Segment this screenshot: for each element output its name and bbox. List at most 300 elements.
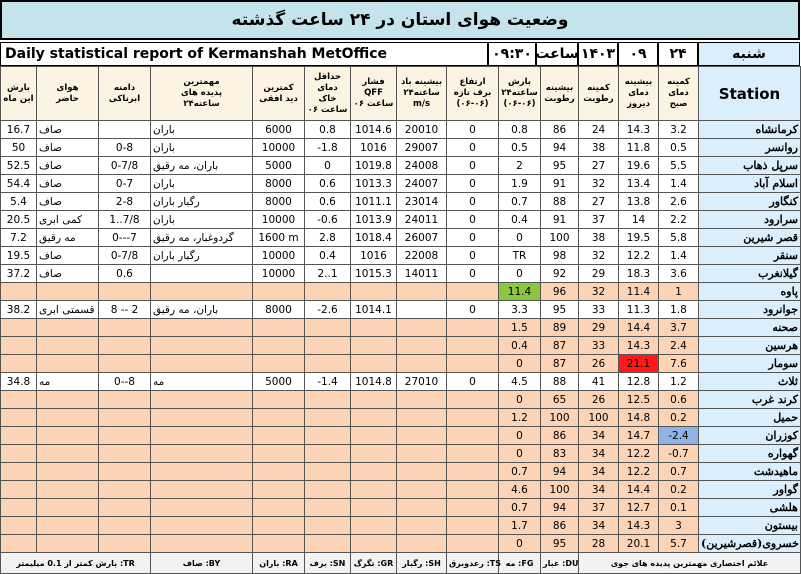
cell-max-temp: 13.4	[619, 175, 659, 193]
cell-max-temp: 13.8	[619, 193, 659, 211]
cell-new-snow: 0	[447, 265, 499, 283]
cell-rain-24h: 0	[499, 391, 541, 409]
cell-rain-month: 7.2	[1, 229, 37, 247]
legend-item: مه :FG	[499, 553, 541, 574]
cell-max-temp: 21.1	[619, 355, 659, 373]
legend-item: باران :RA	[253, 553, 305, 574]
cell-rain-month	[1, 481, 37, 499]
cell-new-snow: 0	[447, 193, 499, 211]
cell-cloud-range	[99, 283, 151, 301]
cell-present-weather	[37, 481, 99, 499]
cell-pressure-qff: 1011.1	[351, 193, 397, 211]
cell-min-humidity: 29	[579, 319, 619, 337]
table-row	[1, 499, 801, 517]
cell-min-soil-temp: 0.4	[305, 247, 351, 265]
cell-max-temp: 14.3	[619, 121, 659, 139]
cell-main-phenomena	[151, 337, 253, 355]
cell-min-visibility	[253, 319, 305, 337]
cell-rain-24h: 2	[499, 157, 541, 175]
cell-cloud-range: 0-7	[99, 175, 151, 193]
cell-max-wind: 24007	[397, 175, 447, 193]
report-day: ۲۴	[658, 42, 698, 66]
cell-max-wind	[397, 517, 447, 535]
station-name: حمیل	[699, 409, 801, 427]
cell-present-weather: صاف	[37, 121, 99, 139]
station-name: سرپل ذهاب	[699, 157, 801, 175]
cell-pressure-qff	[351, 283, 397, 301]
cell-min-soil-temp: -0.6	[305, 211, 351, 229]
table-row	[1, 247, 801, 265]
cell-rain-24h: 0.4	[499, 211, 541, 229]
cell-new-snow	[447, 319, 499, 337]
cell-cloud-range: 0.6	[99, 265, 151, 283]
station-name: هلشی	[699, 499, 801, 517]
cell-rain-24h: 1.7	[499, 517, 541, 535]
cell-cloud-range: 0-8	[99, 139, 151, 157]
cell-min-visibility: 1600 m	[253, 229, 305, 247]
cell-main-phenomena: باران، مه رقیق	[151, 301, 253, 319]
cell-min-visibility	[253, 535, 305, 553]
column-header-max-wind: بیشینه باد ۲۴ساعته m/s	[397, 67, 447, 121]
cell-rain-month: 54.4	[1, 175, 37, 193]
cell-pressure-qff	[351, 409, 397, 427]
cell-min-visibility	[253, 391, 305, 409]
cell-new-snow	[447, 391, 499, 409]
cell-present-weather: صاف	[37, 175, 99, 193]
cell-rain-24h: 0	[499, 535, 541, 553]
cell-new-snow	[447, 337, 499, 355]
cell-min-visibility	[253, 409, 305, 427]
cell-present-weather	[37, 355, 99, 373]
cell-min-soil-temp: 2..1	[305, 265, 351, 283]
cell-min-humidity: 37	[579, 211, 619, 229]
legend-item: غبار :DU	[541, 553, 579, 574]
cell-new-snow: 0	[447, 175, 499, 193]
cell-min-temp: 7.6	[659, 355, 699, 373]
cell-present-weather: صاف	[37, 247, 99, 265]
station-name: پاوه	[699, 283, 801, 301]
cell-cloud-range	[99, 481, 151, 499]
cell-min-visibility: 10000	[253, 247, 305, 265]
cell-rain-24h: 0	[499, 427, 541, 445]
cell-cloud-range	[99, 409, 151, 427]
cell-max-wind	[397, 499, 447, 517]
cell-rain-24h: 0	[499, 355, 541, 373]
column-header-cloud-range: دامنه ابرناکی	[99, 67, 151, 121]
cell-max-wind	[397, 283, 447, 301]
cell-max-wind: 14011	[397, 265, 447, 283]
cell-max-wind	[397, 409, 447, 427]
cell-max-humidity: 65	[541, 391, 579, 409]
cell-main-phenomena	[151, 265, 253, 283]
station-name: جوانرود	[699, 301, 801, 319]
cell-pressure-qff	[351, 391, 397, 409]
cell-min-humidity: 34	[579, 517, 619, 535]
cell-min-humidity: 27	[579, 157, 619, 175]
cell-min-soil-temp	[305, 355, 351, 373]
cell-min-soil-temp	[305, 517, 351, 535]
cell-min-humidity: 32	[579, 247, 619, 265]
cell-min-temp: 1.2	[659, 373, 699, 391]
cell-new-snow	[447, 355, 499, 373]
cell-max-temp: 14.3	[619, 337, 659, 355]
cell-new-snow	[447, 463, 499, 481]
cell-rain-24h: 0.4	[499, 337, 541, 355]
cell-rain-24h: 4.6	[499, 481, 541, 499]
column-header-main-phenomena: مهمترین پدیده های ۲۴ساعته	[151, 67, 253, 121]
cell-min-temp: 1	[659, 283, 699, 301]
cell-max-temp: 11.4	[619, 283, 659, 301]
cell-new-snow	[447, 283, 499, 301]
cell-pressure-qff: 1013.3	[351, 175, 397, 193]
cell-rain-month: 20.5	[1, 211, 37, 229]
cell-max-humidity: 88	[541, 193, 579, 211]
cell-min-soil-temp: -2.6	[305, 301, 351, 319]
cell-present-weather: مه رقیق	[37, 229, 99, 247]
cell-min-humidity: 100	[579, 409, 619, 427]
cell-present-weather	[37, 409, 99, 427]
cell-rain-month	[1, 499, 37, 517]
cell-min-soil-temp: 2.8	[305, 229, 351, 247]
station-name: ماهیدشت	[699, 463, 801, 481]
cell-min-soil-temp	[305, 481, 351, 499]
cell-max-wind	[397, 535, 447, 553]
cell-max-wind	[397, 337, 447, 355]
cell-min-humidity: 34	[579, 481, 619, 499]
cell-main-phenomena	[151, 445, 253, 463]
cell-min-humidity: 38	[579, 139, 619, 157]
column-header-min-soil-temp: حداقل دمای خاک ساعت ۰۶	[305, 67, 351, 121]
cell-main-phenomena: مه	[151, 373, 253, 391]
cell-max-wind	[397, 445, 447, 463]
cell-min-soil-temp	[305, 391, 351, 409]
cell-present-weather	[37, 517, 99, 535]
cell-min-temp: -2.4	[659, 427, 699, 445]
cell-present-weather	[37, 391, 99, 409]
station-name: گهواره	[699, 445, 801, 463]
cell-min-visibility: 6000	[253, 121, 305, 139]
cell-rain-24h: 0.7	[499, 463, 541, 481]
cell-max-temp: 14.7	[619, 427, 659, 445]
cell-rain-24h: 0.5	[499, 139, 541, 157]
cell-cloud-range	[99, 121, 151, 139]
cell-rain-month	[1, 445, 37, 463]
cell-max-temp: 12.7	[619, 499, 659, 517]
cell-max-humidity: 95	[541, 535, 579, 553]
cell-new-snow	[447, 445, 499, 463]
cell-min-humidity: 38	[579, 229, 619, 247]
legend-item: تگرگ :GR	[351, 553, 397, 574]
legend-item: صاف :BY	[151, 553, 253, 574]
cell-pressure-qff: 1013.9	[351, 211, 397, 229]
weather-table	[0, 66, 801, 574]
cell-max-temp: 19.6	[619, 157, 659, 175]
cell-min-soil-temp	[305, 535, 351, 553]
station-name: قصر شیرین	[699, 229, 801, 247]
cell-present-weather: صاف	[37, 157, 99, 175]
cell-rain-24h: 11.4	[499, 283, 541, 301]
table-row	[1, 355, 801, 373]
cell-min-visibility	[253, 481, 305, 499]
cell-present-weather	[37, 319, 99, 337]
cell-cloud-range	[99, 517, 151, 535]
cell-min-soil-temp	[305, 499, 351, 517]
column-header-min-humidity: کمینه رطوبت	[579, 67, 619, 121]
cell-rain-24h: 0.8	[499, 121, 541, 139]
cell-rain-month	[1, 283, 37, 301]
cell-max-wind	[397, 319, 447, 337]
cell-main-phenomena	[151, 535, 253, 553]
cell-max-temp: 11.3	[619, 301, 659, 319]
table-row	[1, 301, 801, 319]
cell-max-wind: 24011	[397, 211, 447, 229]
cell-max-temp: 12.5	[619, 391, 659, 409]
table-row	[1, 229, 801, 247]
cell-min-humidity: 34	[579, 427, 619, 445]
cell-main-phenomena	[151, 355, 253, 373]
cell-main-phenomena	[151, 319, 253, 337]
cell-min-humidity: 41	[579, 373, 619, 391]
column-header-rain-month: بارش این ماه	[1, 67, 37, 121]
cell-min-visibility	[253, 517, 305, 535]
cell-max-humidity: 94	[541, 499, 579, 517]
cell-max-temp: 20.1	[619, 535, 659, 553]
cell-present-weather	[37, 283, 99, 301]
cell-present-weather: صاف	[37, 193, 99, 211]
cell-max-humidity: 88	[541, 373, 579, 391]
cell-rain-24h: 0.7	[499, 499, 541, 517]
cell-max-temp: 12.8	[619, 373, 659, 391]
table-row	[1, 517, 801, 535]
cell-max-humidity: 83	[541, 445, 579, 463]
cell-max-temp: 12.2	[619, 445, 659, 463]
cell-pressure-qff	[351, 355, 397, 373]
cell-main-phenomena	[151, 409, 253, 427]
cell-cloud-range	[99, 445, 151, 463]
cell-pressure-qff: 1014.8	[351, 373, 397, 391]
cell-cloud-range: 2-8	[99, 193, 151, 211]
cell-main-phenomena: باران	[151, 121, 253, 139]
cell-max-humidity: 86	[541, 427, 579, 445]
table-row	[1, 535, 801, 553]
cell-present-weather: مه	[37, 373, 99, 391]
cell-pressure-qff	[351, 337, 397, 355]
cell-new-snow: 0	[447, 373, 499, 391]
cell-cloud-range	[99, 463, 151, 481]
column-header-row	[1, 67, 801, 121]
table-row	[1, 409, 801, 427]
cell-max-temp: 19.5	[619, 229, 659, 247]
cell-main-phenomena	[151, 481, 253, 499]
cell-min-humidity: 34	[579, 463, 619, 481]
cell-pressure-qff	[351, 463, 397, 481]
cell-max-humidity: 100	[541, 229, 579, 247]
cell-main-phenomena: رگبار باران	[151, 193, 253, 211]
cell-min-humidity: 27	[579, 193, 619, 211]
cell-main-phenomena: باران	[151, 175, 253, 193]
cell-max-humidity: 95	[541, 301, 579, 319]
cell-max-wind: 20010	[397, 121, 447, 139]
cell-min-humidity: 34	[579, 445, 619, 463]
cell-rain-month: 52.5	[1, 157, 37, 175]
cell-min-soil-temp: 0.6	[305, 193, 351, 211]
cell-present-weather: قسمتی ابری	[37, 301, 99, 319]
cell-max-humidity: 91	[541, 211, 579, 229]
table-row	[1, 283, 801, 301]
legend-item: بارش کمتر از 0.1 میلیمتر :TR	[1, 553, 151, 574]
cell-rain-month: 34.8	[1, 373, 37, 391]
cell-min-visibility	[253, 355, 305, 373]
cell-cloud-range	[99, 319, 151, 337]
cell-min-visibility	[253, 337, 305, 355]
cell-new-snow: 0	[447, 211, 499, 229]
cell-min-soil-temp: 0	[305, 157, 351, 175]
cell-max-humidity: 98	[541, 247, 579, 265]
cell-pressure-qff: 1016	[351, 139, 397, 157]
cell-min-temp: 5.5	[659, 157, 699, 175]
cell-new-snow	[447, 499, 499, 517]
cell-min-temp: 0.2	[659, 409, 699, 427]
cell-new-snow	[447, 409, 499, 427]
cell-cloud-range	[99, 499, 151, 517]
station-name: کرند غرب	[699, 391, 801, 409]
cell-max-humidity: 87	[541, 337, 579, 355]
legend-item: رگبار :SH	[397, 553, 447, 574]
cell-cloud-range	[99, 535, 151, 553]
cell-present-weather: صاف	[37, 265, 99, 283]
cell-cloud-range: 8 -- 2	[99, 301, 151, 319]
cell-max-wind: 22008	[397, 247, 447, 265]
cell-min-temp: 1.4	[659, 175, 699, 193]
cell-pressure-qff: 1018.4	[351, 229, 397, 247]
cell-rain-month	[1, 355, 37, 373]
station-name: کرمانشاه	[699, 121, 801, 139]
station-name: گواور	[699, 481, 801, 499]
cell-min-visibility	[253, 499, 305, 517]
table-row	[1, 481, 801, 499]
cell-main-phenomena	[151, 391, 253, 409]
cell-rain-month	[1, 427, 37, 445]
cell-rain-24h: TR	[499, 247, 541, 265]
cell-min-humidity: 37	[579, 499, 619, 517]
cell-cloud-range: 1..7/8	[99, 211, 151, 229]
station-name: سرارود	[699, 211, 801, 229]
cell-max-humidity: 100	[541, 481, 579, 499]
cell-cloud-range: 0-7/8	[99, 247, 151, 265]
cell-main-phenomena: باران	[151, 139, 253, 157]
cell-min-temp: 1.8	[659, 301, 699, 319]
station-name: بیستون	[699, 517, 801, 535]
cell-max-wind: 27010	[397, 373, 447, 391]
table-row	[1, 319, 801, 337]
report-label: Daily statistical report of Kermanshah MetOffice	[0, 42, 488, 66]
cell-pressure-qff	[351, 427, 397, 445]
cell-new-snow	[447, 481, 499, 499]
cell-cloud-range	[99, 391, 151, 409]
cell-rain-month	[1, 409, 37, 427]
legend-row	[1, 553, 801, 574]
cell-max-temp: 14.3	[619, 517, 659, 535]
station-name: صحنه	[699, 319, 801, 337]
cell-max-temp: 14.4	[619, 481, 659, 499]
cell-pressure-qff	[351, 517, 397, 535]
cell-min-soil-temp: -1.4	[305, 373, 351, 391]
cell-max-humidity: 95	[541, 157, 579, 175]
cell-rain-24h: 0.7	[499, 193, 541, 211]
report-year: ۱۴۰۳	[578, 42, 618, 66]
cell-main-phenomena	[151, 499, 253, 517]
cell-min-temp: 0.7	[659, 463, 699, 481]
legend-item: برف :SN	[305, 553, 351, 574]
cell-max-wind	[397, 355, 447, 373]
cell-rain-month: 38.2	[1, 301, 37, 319]
cell-min-humidity: 28	[579, 535, 619, 553]
cell-min-visibility: 10000	[253, 211, 305, 229]
cell-new-snow: 0	[447, 301, 499, 319]
cell-rain-month: 16.7	[1, 121, 37, 139]
cell-present-weather: کمی ابری	[37, 211, 99, 229]
column-header-station: Station	[699, 67, 801, 121]
cell-rain-month	[1, 517, 37, 535]
cell-present-weather	[37, 427, 99, 445]
cell-min-humidity: 33	[579, 301, 619, 319]
cell-min-temp: 3.2	[659, 121, 699, 139]
table-row	[1, 391, 801, 409]
cell-rain-month: 37.2	[1, 265, 37, 283]
cell-min-visibility: 8000	[253, 301, 305, 319]
cell-main-phenomena: گردوغبار، مه رقیق	[151, 229, 253, 247]
cell-new-snow: 0	[447, 247, 499, 265]
cell-present-weather	[37, 445, 99, 463]
cell-rain-month	[1, 463, 37, 481]
table-row	[1, 373, 801, 391]
table-row	[1, 337, 801, 355]
cell-max-humidity: 87	[541, 355, 579, 373]
cell-rain-24h: 0	[499, 229, 541, 247]
legend-item: رعدوبرق :TS	[447, 553, 499, 574]
time-label: ساعت	[536, 42, 578, 66]
column-header-max-temp: بیشینه دمای دیروز	[619, 67, 659, 121]
cell-pressure-qff	[351, 445, 397, 463]
cell-min-temp: 0.2	[659, 481, 699, 499]
legend-title: علائم اختصاری مهمترین پدیده های جوی	[579, 553, 801, 574]
cell-main-phenomena: باران	[151, 211, 253, 229]
cell-min-temp: 0.5	[659, 139, 699, 157]
table-row	[1, 211, 801, 229]
cell-min-soil-temp	[305, 409, 351, 427]
cell-new-snow	[447, 535, 499, 553]
cell-pressure-qff: 1014.6	[351, 121, 397, 139]
cell-min-humidity: 24	[579, 121, 619, 139]
cell-pressure-qff: 1015.3	[351, 265, 397, 283]
cell-min-temp: 5.7	[659, 535, 699, 553]
cell-min-temp: 2.2	[659, 211, 699, 229]
cell-min-visibility: 8000	[253, 193, 305, 211]
column-header-rain-24h: بارش ۲۴ساعته (۰۶-۰۶)	[499, 67, 541, 121]
cell-present-weather	[37, 463, 99, 481]
cell-max-temp: 14	[619, 211, 659, 229]
cell-min-temp: -0.7	[659, 445, 699, 463]
cell-max-wind	[397, 391, 447, 409]
cell-max-humidity: 86	[541, 517, 579, 535]
cell-min-temp: 0.1	[659, 499, 699, 517]
cell-rain-month: 50	[1, 139, 37, 157]
table-row	[1, 265, 801, 283]
table-row	[1, 175, 801, 193]
cell-max-humidity: 94	[541, 139, 579, 157]
cell-max-humidity: 86	[541, 121, 579, 139]
cell-max-humidity: 89	[541, 319, 579, 337]
